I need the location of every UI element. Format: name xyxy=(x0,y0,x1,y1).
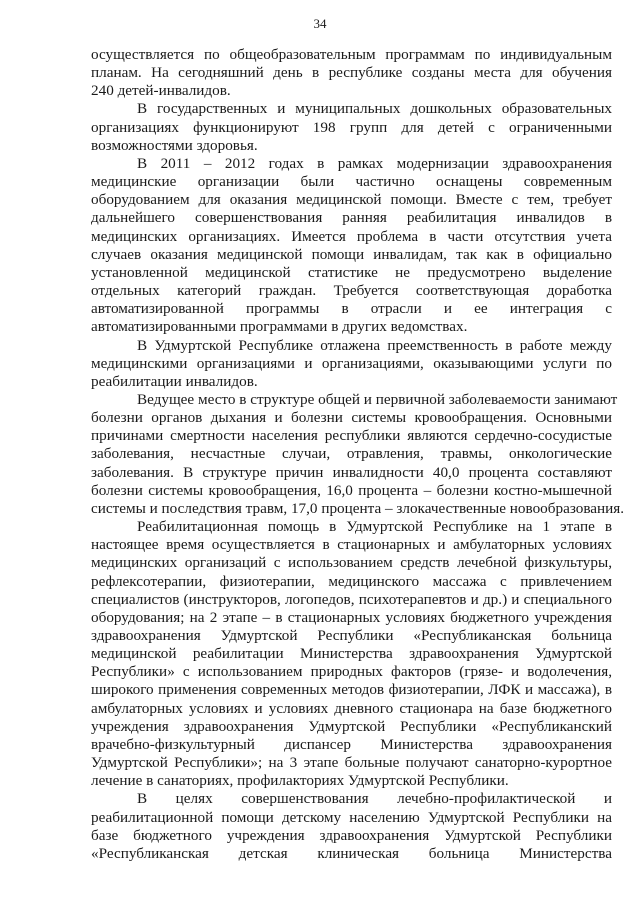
text-line: отдельных категорий граждан. Требуется соответствующая доработка xyxy=(91,282,612,300)
text-line: учреждения здравоохранения Удмуртской Республики «Республиканский xyxy=(91,717,612,735)
text-line: медицинскими организациями и организациями, оказывающими услуги по xyxy=(91,354,612,372)
text-line: Реабилитационная помощь в Удмуртской Республике на 1 этапе в xyxy=(137,518,612,536)
text-line: планам. На сегодняшний день в республике созданы места для обучения xyxy=(91,64,612,82)
text-line: оборудованием для оказания медицинской помощи. Вместе с тем, требует xyxy=(91,191,612,209)
text-line: В Удмуртской Республике отлажена преемственность в работе между xyxy=(137,336,612,354)
text-line: осуществляется по общеобразовательным программам по индивидуальным xyxy=(91,46,612,63)
text-line: медицинских организациях. Имеется проблема в части отсутствия учета xyxy=(91,227,612,245)
text-line: широкого применения современных методов физиотерапии, ЛФК и массажа), в xyxy=(91,681,612,699)
paragraph xyxy=(91,337,612,391)
text-line: заболевания, несчастные случаи, отравления, травмы, онкологические xyxy=(91,445,612,463)
text-line: «Республиканская детская клиническая больница Министерства xyxy=(91,844,612,862)
paragraph xyxy=(91,790,612,863)
text-line: медицинских организаций с использованием средств лечебной физкультуры, xyxy=(91,554,612,572)
text-line: здравоохранения Удмуртской Республики «Республиканская больница xyxy=(91,627,612,644)
text-line: настоящее время осуществляется в стационарных и амбулаторных условиях xyxy=(91,536,612,554)
text-line: лечение в санаториях, профилакториях Удмуртской Республики. xyxy=(91,772,509,790)
text-line: специалистов (инструкторов, логопедов, психотерапевтов и др.) и специального xyxy=(91,590,612,608)
text-line: Удмуртской Республики»; на 3 этапе больные получают санаторно-курортное xyxy=(91,754,612,772)
text-line: рефлексотерапии, физиотерапии, медицинского массажа с привлечением xyxy=(91,572,612,590)
text-line: дальнейшего совершенствования ранняя реабилитация инвалидов в xyxy=(91,209,612,227)
text-line: медицинские организации были частично оснащены современным xyxy=(91,173,612,191)
text-line: амбулаторных условиях и условиях дневного стационара на базе бюджетного xyxy=(91,699,612,717)
text-line: болезни системы кровообращения, 16,0 процента – болезни костно-мышечной xyxy=(91,481,612,499)
paragraph xyxy=(91,390,625,518)
text-line: автоматизированными программами в других ведомствах. xyxy=(91,318,468,336)
text-line: реабилитации инвалидов. xyxy=(91,372,258,390)
paragraph xyxy=(91,155,612,337)
paragraph xyxy=(91,46,612,100)
text-line: В 2011 – 2012 годах в рамках модернизации здравоохранения xyxy=(137,154,612,172)
page-number: 34 xyxy=(313,16,327,31)
text-line: В государственных и муниципальных дошкольных образовательных xyxy=(137,100,612,118)
text-line: 240 детей-инвалидов. xyxy=(91,82,231,100)
text-line: базе бюджетного учреждения здравоохранения Удмуртской Республики xyxy=(91,826,612,844)
text-line: Ведущее место в структуре общей и первичной заболеваемости занимают xyxy=(137,390,618,408)
text-line: организациях функционируют 198 групп для детей с ограниченными xyxy=(91,118,612,136)
paragraph xyxy=(91,518,612,790)
text-line: автоматизированной программы в отрасли и ее интеграция с xyxy=(91,300,612,318)
text-line: медицинской реабилитации Министерства здравоохранения Удмуртской xyxy=(91,645,612,663)
text-line: оборудования; на 2 этапе – в стационарных условиях бюджетного учреждения xyxy=(91,608,612,626)
text-line: реабилитационной помощи детскому населению Удмуртской Республики на xyxy=(91,808,612,826)
text-line: В целях совершенствования лечебно-профилактической и xyxy=(137,790,612,808)
text-line: возможностями здоровья. xyxy=(91,136,258,154)
paragraph xyxy=(91,100,612,154)
text-line: заболевания. В структуре причин инвалидности 40,0 процента составляют xyxy=(91,463,612,481)
document-body xyxy=(91,46,625,863)
text-line: системы и последствия травм, 17,0 процента – злокачественные новообразования. xyxy=(91,499,625,517)
text-line: случаев оказания медицинской помощи инвалидам, так как в официально xyxy=(91,245,612,263)
text-line: причинами смертности населения республики являются сердечно-сосудистые xyxy=(91,427,612,445)
text-line: врачебно-физкультурный диспансер Министерства здравоохранения xyxy=(91,735,612,753)
text-line: Республики» с использованием природных факторов (грязе- и водолечения, xyxy=(91,663,612,681)
text-line: установленной медицинской статистике не предусмотрено выделение xyxy=(91,263,612,281)
text-line: болезни органов дыхания и болезни системы кровообращения. Основными xyxy=(91,409,612,427)
